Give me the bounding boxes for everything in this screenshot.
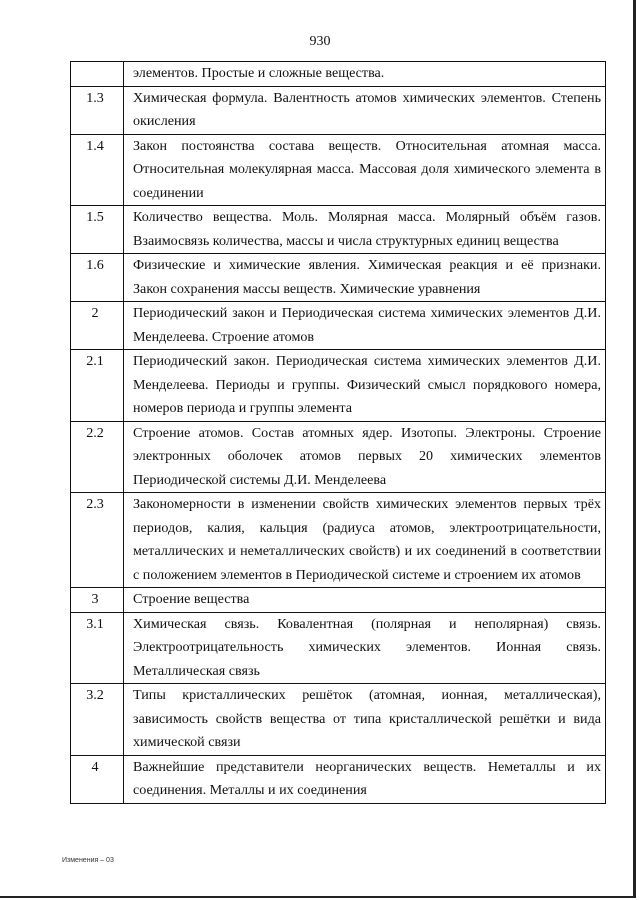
row-number: 2.2	[71, 421, 124, 493]
row-text: Строение вещества	[124, 588, 606, 613]
revision-note: Изменения – 03	[62, 857, 114, 864]
row-number	[71, 62, 124, 87]
table-row	[71, 206, 606, 254]
row-text: Количество вещества. Моль. Молярная масса. Молярный объём газов. Взаимосвязь количества, массы и числа структурных единиц вещества	[124, 206, 606, 254]
table-row	[71, 62, 606, 87]
table-row	[71, 134, 606, 206]
row-text: элементов. Простые и сложные вещества.	[124, 62, 606, 87]
table-row	[71, 755, 606, 803]
row-number: 1.5	[71, 206, 124, 254]
row-text: Типы кристаллических решёток (атомная, ионная, металлическая), зависимость свойств вещества от типа кристаллической решётки и вида химической связи	[124, 684, 606, 756]
row-number: 2	[71, 302, 124, 350]
row-number: 2.3	[71, 493, 124, 588]
row-number: 4	[71, 755, 124, 803]
row-number: 1.6	[71, 254, 124, 302]
row-text: Химическая связь. Ковалентная (полярная и неполярная) связь. Электроотрицательность химических элементов. Ионная связь. Металлическая связь	[124, 612, 606, 684]
row-text: Важнейшие представители неорганических веществ. Неметаллы и их соединения. Металлы и их соединения	[124, 755, 606, 803]
page-number: 930	[309, 34, 331, 49]
table-row	[71, 302, 606, 350]
table-row	[71, 684, 606, 756]
table-row	[71, 612, 606, 684]
row-text: Закономерности в изменении свойств химических элементов первых трёх периодов, калия, кальция (радиуса атомов, электроотрицательности, металлических и неметаллических свойств) и их соединений в соответствии с положением элементов в Периодической системе и строением их атомов	[124, 493, 606, 588]
row-number: 3.1	[71, 612, 124, 684]
row-text: Химическая формула. Валентность атомов химических элементов. Степень окисления	[124, 86, 606, 134]
row-text: Строение атомов. Состав атомных ядер. Изотопы. Электроны. Строение электронных оболочек атомов первых 20 химических элементов Периодической системы Д.И. Менделеева	[124, 421, 606, 493]
row-text: Закон постоянства состава веществ. Относительная атомная масса. Относительная молекулярная масса. Массовая доля химического элемента в соединении	[124, 134, 606, 206]
table-row	[71, 588, 606, 613]
row-number: 1.3	[71, 86, 124, 134]
table-row	[71, 350, 606, 422]
row-number: 3	[71, 588, 124, 613]
row-number: 1.4	[71, 134, 124, 206]
table-row	[71, 421, 606, 493]
row-number: 2.1	[71, 350, 124, 422]
table-row	[71, 254, 606, 302]
row-number: 3.2	[71, 684, 124, 756]
topics-table	[70, 61, 606, 804]
table-row	[71, 86, 606, 134]
row-text: Периодический закон и Периодическая система химических элементов Д.И. Менделеева. Строение атомов	[124, 302, 606, 350]
table-row	[71, 493, 606, 588]
row-text: Физические и химические явления. Химическая реакция и её признаки. Закон сохранения массы веществ. Химические уравнения	[124, 254, 606, 302]
row-text: Периодический закон. Периодическая система химических элементов Д.И. Менделеева. Периоды и группы. Физический смысл порядкового номера, номеров периода и группы элемента	[124, 350, 606, 422]
